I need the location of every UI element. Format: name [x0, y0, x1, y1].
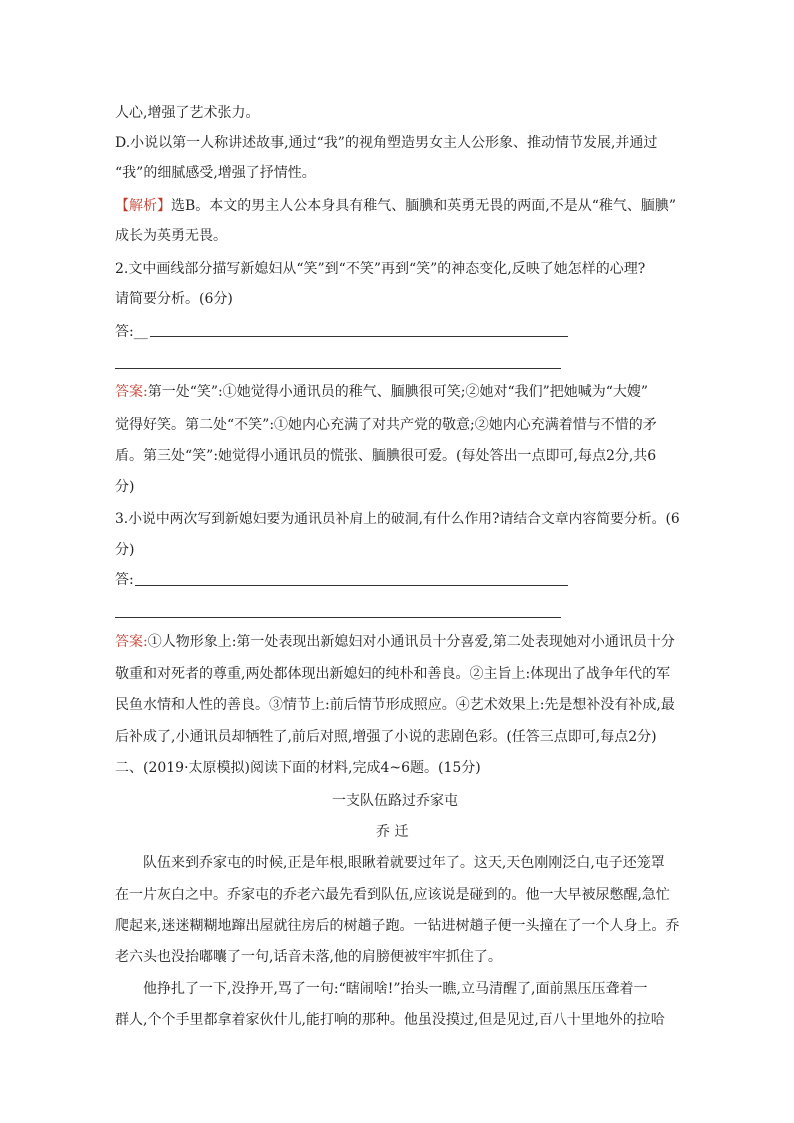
- answer-field-line[interactable]: [135, 585, 568, 586]
- answer-key-line: [115, 632, 675, 652]
- answer-label: [115, 570, 134, 590]
- text-line: 后补成了,小通讯员却牺牲了,前后对照,增强了小说的悲剧色彩。(任答三点即可,每点2分): [115, 729, 657, 745]
- paragraph-line: 爬起来,迷迷糊糊地蹿出屋就往房后的树趟子跑。一钻进树趟子便一头撞在了一个人身上。乔: [115, 918, 680, 934]
- text-line: “我”的细腻感受,增强了抒情性。: [115, 165, 316, 181]
- text-line: 觉得好笑。第二处“不笑”:①她内心充满了对共产党的敬意;②她内心充满着惜与不惜的矛: [115, 417, 657, 433]
- answer-key-tag: 答案:: [115, 384, 148, 400]
- answer-prefix: 答:: [115, 572, 134, 588]
- paragraph-line: 在一片灰白之中。乔家屯的乔老六最先看到队伍,应该说是碰到的。他一大早被尿憋醒,急忙: [115, 887, 670, 903]
- answer-key-tag: 答案:: [115, 634, 148, 650]
- question-3: 3.小说中两次写到新媳妇要为通讯员补肩上的破洞,有什么作用?请结合文章内容简要分析。(6: [115, 511, 680, 527]
- answer-blank-start: __: [133, 324, 148, 340]
- answer-field-line[interactable]: [115, 617, 561, 618]
- text-line: 分): [115, 479, 135, 495]
- paragraph-line: 队伍来到乔家屯的时候,正是年根,眼瞅着就要过年了。这天,天色刚刚泛白,屯子还笼罩: [143, 855, 665, 871]
- text-line: 成长为英勇无畏。: [115, 228, 227, 244]
- text-line: 盾。第三处“笑”:她觉得小通讯员的慌张、腼腆很可爱。(每处答出一点即可,每点2分,共6: [115, 448, 657, 464]
- answer-prefix: 答:: [115, 324, 134, 340]
- analysis-tag: 【解析】: [115, 198, 171, 214]
- question-2-points: 请简要分析。(6分): [115, 291, 233, 307]
- text-line: 民鱼水情和人性的善良。③情节上:前后情节形成照应。④艺术效果上:先是想补没有补成,最: [115, 697, 675, 713]
- story-title: 一支队伍路过乔家屯: [332, 793, 458, 809]
- option-d-line: D.小说以第一人称讲述故事,通过“我”的视角塑造男女主人公形象、推动情节发展,并通过: [115, 135, 658, 151]
- answer-field-line[interactable]: [115, 368, 561, 369]
- story-author: 乔 迁: [376, 824, 409, 840]
- answer-field-line[interactable]: [150, 336, 568, 337]
- paragraph-line: 老六头也没抬嘟囔了一句,话音未落,他的肩膀便被牢牢抓住了。: [115, 949, 502, 965]
- analysis-line: [115, 196, 676, 216]
- paragraph-line: 他挣扎了一下,没挣开,骂了一句:“瞎闹啥!”抬头一瞧,立马清醒了,面前黑压压聋着一: [143, 981, 648, 997]
- question-2: 2.文中画线部分描写新媳妇从“笑”到“不笑”再到“笑”的神态变化,反映了她怎样的心理?: [115, 261, 646, 277]
- answer-label: [115, 322, 148, 342]
- answer-text: 第一处“笑”:①她觉得小通讯员的稚气、腼腆很可笑;②她对“我们”把她喊为“大嫂”: [147, 384, 649, 400]
- analysis-text: 本文的男主人公本身具有稚气、腼腆和英勇无畏的两面,不是从“稚气、腼腆”: [209, 198, 677, 214]
- text-line: 人心,增强了艺术张力。: [115, 105, 260, 121]
- answer-text: ①人物形象上:第一处表现出新媳妇对小通讯员十分喜爱,第二处表现她对小通讯员十分: [147, 634, 675, 650]
- question-3-points: 分): [115, 542, 135, 558]
- paragraph-line: 群人,个个手里都拿着家伙什儿,能打响的那种。他虽没摸过,但是见过,百八十里地外的拉哈: [115, 1012, 665, 1028]
- section-two-heading: 二、(2019·太原模拟)阅读下面的材料,完成4~6题。(15分): [115, 760, 481, 776]
- answer-key-line: [115, 382, 648, 402]
- text-line: 敬重和对死者的尊重,两处都体现出新媳妇的纯朴和善良。②主旨上:体现出了战争年代的军: [115, 666, 671, 682]
- analysis-choice: 选B。: [171, 198, 210, 214]
